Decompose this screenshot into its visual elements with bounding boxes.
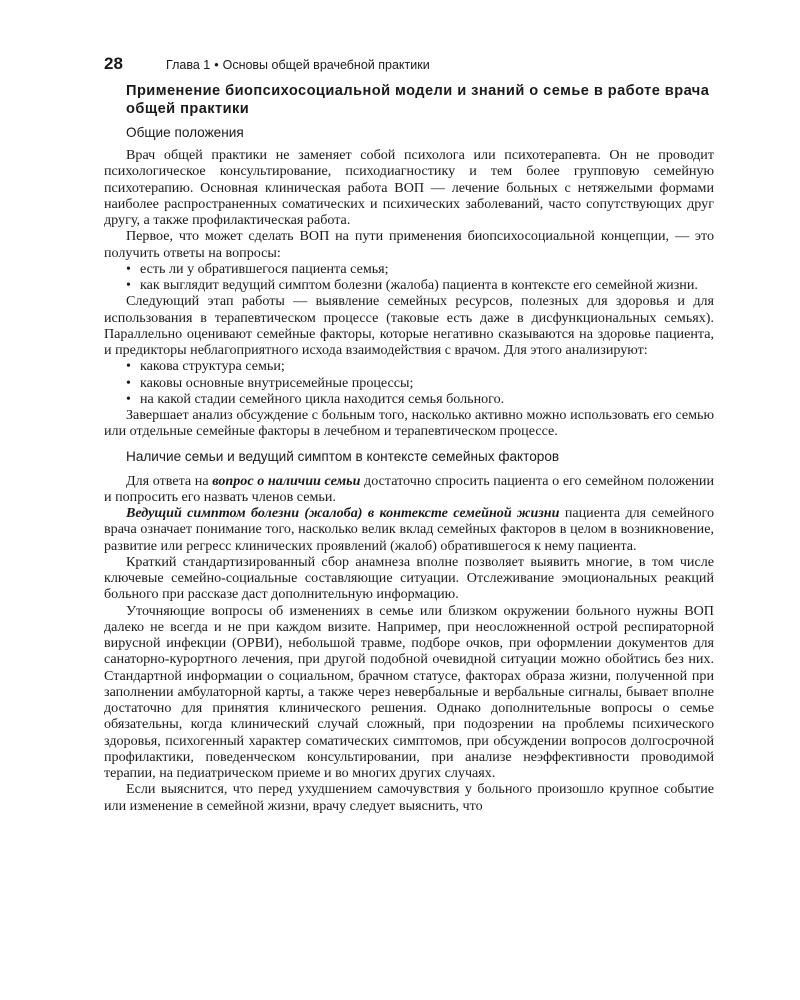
paragraph: Врач общей практики не заменяет собой психолога или психотерапевта. Он не проводит психологическое консультирование, психодиагностику и тем более групповую семейную психотерапию. Основная клиническая работа ВОП — лечение больных с нетяжелыми формами наиболее распространенных соматических и психических заболеваний, часто сопутствующих друг другу, а также профилактическая работа. — [104, 147, 714, 228]
bullet-list-analysis — [104, 358, 714, 407]
paragraph: Завершает анализ обсуждение с больным того, насколько активно можно использовать его семью или отдельные семейные факторы в лечебном и терапевтическом процессе. — [104, 407, 714, 440]
body-text-general — [104, 147, 714, 440]
body-text-family — [104, 473, 714, 814]
text-run: Для ответа на — [126, 472, 213, 489]
chapter-running-title — [166, 56, 430, 74]
subheading-family: Наличие семьи и ведущий симптом в контексте семейных факторов — [126, 448, 560, 464]
header-bullet: • — [214, 58, 219, 72]
running-header — [104, 54, 724, 76]
paragraph: Краткий стандартизированный сбор анамнеза вполне позволяет выявить многие, в том числе ключевые семейно-социальные составляющие ситуации. Отслеживание эмоциональных реакций больного при рассказе даст дополнительную информацию. — [104, 553, 714, 603]
list-item: • есть ли у обратившегося пациента семья; — [126, 261, 714, 277]
list-item: • как выглядит ведущий симптом болезни (жалоба) пациента в контексте его семейной жизни. — [126, 277, 714, 293]
paragraph: Следующий этап работы — выявление семейных ресурсов, полезных для здоровья и для использования в терапевтическом процессе (таковые есть даже в дисфункциональных семьях). Параллельно оценивают семейные факторы, которые негативно сказываются на здоровье пациента, и предикторы неблагоприятного исхода взаимодействия с врачом. Для этого анализируют: — [104, 293, 714, 358]
chapter-label: Глава 1 — [166, 58, 211, 72]
paragraph — [104, 505, 714, 554]
section-title: Применение биопсихосоциальной модели и знаний о семье в работе врача общей практики — [126, 83, 710, 117]
text-run: пациента для семейного врача означает понимание того, насколько велик вклад семейных факторов в целом в возникновение, развитие или регресс клинических проявлений (жалоб) обратившегося к нему пациента. — [104, 505, 714, 554]
emphasis-leading-symptom: Ведущий симптом болезни (жалоба) в контексте семейной жизни — [126, 505, 560, 521]
list-item: • на какой стадии семейного цикла находится семья больного. — [126, 391, 714, 407]
list-item: • каковы основные внутрисемейные процессы; — [126, 375, 714, 391]
page-content — [104, 82, 714, 814]
subheading-general: Общие положения — [126, 125, 244, 140]
chapter-title: Основы общей врачебной практики — [222, 58, 430, 72]
text-run: достаточно спросить пациента о его семейном положении и попросить его назвать членов семьи. — [104, 472, 715, 505]
paragraph: Первое, что может сделать ВОП на пути применения биопсихосоциальной концепции, — это получить ответы на вопросы: — [104, 228, 714, 261]
bullet-list-questions — [104, 261, 714, 294]
paragraph: Если выяснится, что перед ухудшением самочувствия у больного произошло крупное событие или изменение в семейной жизни, врачу следует выяснить, что — [104, 781, 714, 814]
paragraph: Уточняющие вопросы об изменениях в семье или близком окружении больного нужны ВОП далеко не всегда и не при каждом визите. Например, при неосложненной острой респираторной вирусной инфекции (ОРВИ), небольшой травме, подборе очков, при оформлении документов для санаторно-курортного лечения, при другой подобной очевидной ситуации можно обойтись без них. Стандартной информации о социальном, брачном статусе, факторах образа жизни, полученной при заполнении амбулаторной карты, а также через невербальные и вербальные сигналы, бывает вполне достаточно для принятия клинического решения. Однако дополнительные вопросы о семье обязательны, когда клинический случай сложный, при подозрении на проблемы психического здоровья, психогенный характер соматических симптомов, при обсуждении вопросов долгосрочной профилактики, поведенческом консультировании, при анализе неэффективности проводимой терапии, на педиатрическом приеме и во многих других случаях. — [104, 602, 714, 781]
emphasis-family-question: вопрос о наличии семьи — [212, 472, 361, 489]
list-item: • какова структура семьи; — [126, 358, 714, 374]
page-number: 28 — [104, 54, 123, 73]
paragraph — [104, 473, 714, 506]
